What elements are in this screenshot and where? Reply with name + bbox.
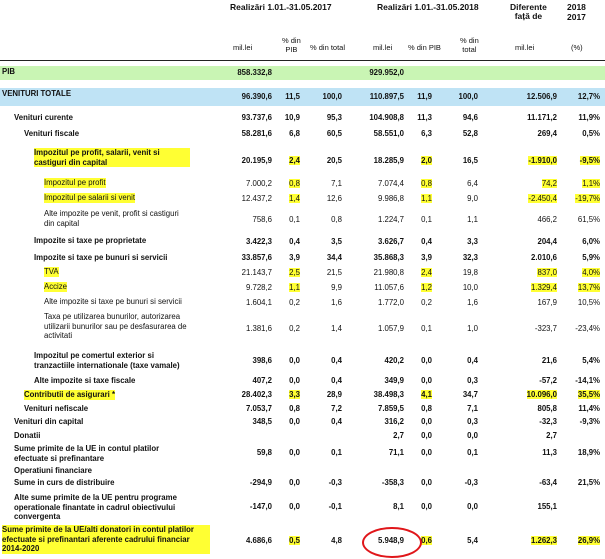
table-row <box>0 375 605 388</box>
table-row <box>0 66 605 80</box>
row-value: 0,1 <box>467 448 478 457</box>
row-value: 805,8 <box>537 404 557 413</box>
row-value: 2,4 <box>289 156 300 165</box>
row-value: 0,6 <box>421 536 432 545</box>
row-value: 71,1 <box>388 448 404 457</box>
period2-heading: Realizări 1.01.-31.05.2018 <box>377 2 479 12</box>
row-value: 1.604,1 <box>245 298 272 307</box>
row-value: -0,1 <box>328 502 342 511</box>
col-p1-pib: % din PIB <box>282 36 301 54</box>
row-value: 466,2 <box>537 215 557 224</box>
row-value: 0,4 <box>289 237 300 246</box>
row-value: 104.908,8 <box>369 113 404 122</box>
row-value: 1,4 <box>289 194 300 203</box>
row-value: 12,7% <box>577 92 600 101</box>
row-value: 10.096,0 <box>526 390 557 399</box>
row-value: 21.143,7 <box>241 268 272 277</box>
row-value: 0,3 <box>467 417 478 426</box>
row-value: 1,6 <box>467 298 478 307</box>
row-value: 349,9 <box>384 376 404 385</box>
row-value: 0,1 <box>421 324 432 333</box>
row-value: 420,2 <box>384 356 404 365</box>
row-value: 0,0 <box>289 356 300 365</box>
row-value: -14,1% <box>575 376 600 385</box>
row-value: 9,0 <box>467 194 478 203</box>
row-label: Impozite si taxe pe proprietate <box>34 236 147 245</box>
table-row <box>0 350 605 372</box>
table-row <box>0 465 605 475</box>
row-value: 3,9 <box>421 253 432 262</box>
row-value: 35.868,3 <box>373 253 404 262</box>
row-value: 74,2 <box>541 179 557 188</box>
row-label: Donatii <box>14 431 41 440</box>
row-label: Impozitul pe salarii si venit <box>44 193 136 202</box>
row-value: 12.437,2 <box>241 194 272 203</box>
table-row <box>0 403 605 416</box>
row-label: Venituri curente <box>14 113 73 122</box>
row-value: 167,9 <box>537 298 557 307</box>
row-label: Sume primite de la UE in contul platilor efectuate si prefinantare <box>14 444 160 463</box>
row-value: 60,5 <box>326 129 342 138</box>
row-value: 0,0 <box>289 376 300 385</box>
row-label: Impozite si taxe pe bunuri si servicii <box>34 253 168 262</box>
row-label: Impozitul pe comertul exterior si tranzactiile internationale (taxe vamale) <box>34 351 180 370</box>
row-label: Accize <box>44 282 67 291</box>
row-value: 0,4 <box>421 237 432 246</box>
row-value: 11,3 <box>417 113 432 122</box>
row-value: 1.381,6 <box>245 324 272 333</box>
row-value: 0,2 <box>421 298 432 307</box>
row-value: 7.859,5 <box>377 404 404 413</box>
row-value: 6,8 <box>289 129 300 138</box>
row-value: 94,6 <box>462 113 478 122</box>
row-value: 61,5% <box>577 215 600 224</box>
table-row <box>0 252 605 264</box>
row-value: 0,4 <box>467 356 478 365</box>
row-value: 2,0 <box>421 156 432 165</box>
row-value: 8,1 <box>393 502 404 511</box>
row-value: 858.332,8 <box>237 68 272 77</box>
row-value: 6,4 <box>467 179 478 188</box>
row-value: 34,7 <box>462 390 478 399</box>
row-value: 1.772,0 <box>377 298 404 307</box>
row-value: 26,9% <box>577 536 600 545</box>
row-label: Alte impozite si taxe fiscale <box>34 376 136 385</box>
table-row <box>0 235 605 249</box>
diff-heading: Diferente față de <box>510 2 547 21</box>
row-value: 1,6 <box>331 298 342 307</box>
row-value: 1.224,7 <box>377 215 404 224</box>
row-value: 9,9 <box>331 283 342 292</box>
row-value: 16,5 <box>462 156 478 165</box>
highlight-circle <box>362 527 422 558</box>
row-value: 100,0 <box>458 92 478 101</box>
row-label: Operatiuni financiare <box>14 466 92 475</box>
row-value: 1.329,4 <box>530 283 557 292</box>
row-value: -19,7% <box>575 194 600 203</box>
row-value: -0,3 <box>328 478 342 487</box>
row-value: 1,1 <box>289 283 300 292</box>
row-value: 0,8 <box>421 179 432 188</box>
row-value: 0,0 <box>421 478 432 487</box>
row-value: 3.626,7 <box>377 237 404 246</box>
row-value: 0,0 <box>467 431 478 440</box>
row-value: 35,5% <box>577 390 600 399</box>
row-value: 1,1 <box>421 194 432 203</box>
table-row <box>0 389 605 402</box>
table-row <box>0 88 605 106</box>
table-row <box>0 177 605 191</box>
row-value: 0,0 <box>421 376 432 385</box>
row-label: Impozitul pe profit, salarii, venit si castiguri din capital <box>34 148 190 167</box>
row-value: 3,5 <box>331 237 342 246</box>
row-value: 4,1 <box>421 390 432 399</box>
row-value: 3,9 <box>289 253 300 262</box>
row-value: 758,6 <box>252 215 272 224</box>
row-value: 0,0 <box>421 417 432 426</box>
row-value: 59,8 <box>256 448 272 457</box>
row-value: 3,3 <box>467 237 478 246</box>
row-label: Alte impozite si taxe pe bunuri si servicii <box>44 297 182 306</box>
row-value: -9,3% <box>579 417 600 426</box>
row-value: 7,1 <box>467 404 478 413</box>
row-value: 20,5 <box>326 156 342 165</box>
row-label: Venituri nefiscale <box>24 404 89 413</box>
row-value: 6,3 <box>421 129 432 138</box>
row-value: 21,5 <box>326 268 342 277</box>
col-p2-pib: % din PIB <box>408 43 441 52</box>
row-value: -358,3 <box>381 478 404 487</box>
row-value: -63,4 <box>539 478 557 487</box>
row-value: 0,1 <box>421 215 432 224</box>
row-value: 929.952,0 <box>369 68 404 77</box>
table-row <box>0 416 605 429</box>
row-value: 4,0% <box>582 268 600 277</box>
row-value: 12.506,9 <box>526 92 557 101</box>
table-row <box>0 281 605 295</box>
row-value: 0,8 <box>289 179 300 188</box>
row-value: 407,2 <box>252 376 272 385</box>
row-value: -32,3 <box>539 417 557 426</box>
row-value: 0,4 <box>331 376 342 385</box>
row-value: 837,0 <box>537 268 557 277</box>
row-value: -2.450,4 <box>528 194 557 203</box>
table-row <box>0 296 605 310</box>
header-divider <box>0 60 605 61</box>
table-row <box>0 208 605 232</box>
row-value: 0,1 <box>289 215 300 224</box>
row-value: 1.057,9 <box>377 324 404 333</box>
row-value: 0,0 <box>421 502 432 511</box>
row-value: 0,8 <box>331 215 342 224</box>
row-value: 38.498,3 <box>373 390 404 399</box>
table-row <box>0 147 605 175</box>
row-value: -323,7 <box>534 324 557 333</box>
row-value: 0,4 <box>331 417 342 426</box>
row-value: 20.195,9 <box>241 156 272 165</box>
row-value: 0,5 <box>289 536 300 545</box>
row-value: 10,9 <box>284 113 300 122</box>
row-value: -23,4% <box>575 324 600 333</box>
row-value: 28.402,3 <box>241 390 272 399</box>
year-2017-heading: 2017 <box>567 12 586 22</box>
row-value: 58.551,0 <box>373 129 404 138</box>
row-value: 58.281,6 <box>241 129 272 138</box>
row-value: 0,0 <box>289 478 300 487</box>
row-value: -1.910,0 <box>528 156 557 165</box>
row-value: 7.000,2 <box>245 179 272 188</box>
table-row <box>0 430 605 442</box>
row-value: 19,8 <box>462 268 478 277</box>
row-value: 11.057,6 <box>374 283 404 292</box>
row-value: 18,9% <box>577 448 600 457</box>
row-value: 1.262,3 <box>530 536 557 545</box>
row-value: 95,3 <box>326 113 342 122</box>
row-value: 1,4 <box>331 324 342 333</box>
row-label: Sume primite de la UE/alti donatori in contul platilor efectuate si prefinantari aferente cadrului financiar 2014-2020 <box>2 525 210 554</box>
row-value: 398,6 <box>252 356 272 365</box>
row-value: 7.074,4 <box>377 179 404 188</box>
row-value: 2,4 <box>421 268 432 277</box>
row-value: 1,0 <box>467 324 478 333</box>
row-value: 0,0 <box>467 502 478 511</box>
row-value: 0,4 <box>331 356 342 365</box>
row-value: 348,5 <box>252 417 272 426</box>
table-row <box>0 192 605 206</box>
row-value: 155,1 <box>537 502 557 511</box>
row-value: 9.728,2 <box>245 283 272 292</box>
row-value: 11,5 <box>285 92 300 101</box>
row-value: 110.897,5 <box>369 92 404 101</box>
row-label: Sume in curs de distribuire <box>14 478 115 487</box>
row-label: Venituri din capital <box>14 417 84 426</box>
row-value: 11,3 <box>542 448 557 457</box>
row-value: 96.390,6 <box>241 92 272 101</box>
col-diff-pct: (%) <box>571 43 583 52</box>
row-value: 11,9 <box>417 92 432 101</box>
row-label: Impozitul pe profit <box>44 178 106 187</box>
row-value: 0,2 <box>289 324 300 333</box>
row-value: 6,0% <box>582 237 600 246</box>
row-value: 21,6 <box>541 356 557 365</box>
table-header <box>0 0 605 62</box>
row-value: 28,9 <box>326 390 342 399</box>
row-value: 5,9% <box>582 253 600 262</box>
row-value: 1,2 <box>421 283 432 292</box>
row-value: 0,0 <box>421 448 432 457</box>
row-value: 93.737,6 <box>241 113 272 122</box>
row-label: Taxa pe utilizarea bunurilor, autorizarea utilizarii bunurilor sau pe desfasurarea de activitati <box>44 312 187 341</box>
col-diff-mil: mil.lei <box>515 43 535 52</box>
row-value: 269,4 <box>537 129 557 138</box>
row-value: 33.857,6 <box>241 253 272 262</box>
row-value: -9,5% <box>579 156 600 165</box>
row-value: 10,0 <box>462 283 478 292</box>
row-value: 0,5% <box>582 129 600 138</box>
row-value: 4,8 <box>331 536 342 545</box>
col-p1-mil: mil.lei <box>233 43 253 52</box>
row-value: 52,8 <box>462 129 478 138</box>
row-value: 32,3 <box>462 253 478 262</box>
row-value: 10,5% <box>577 298 600 307</box>
row-value: 3.422,3 <box>245 237 272 246</box>
row-value: 0,0 <box>421 356 432 365</box>
table-row <box>0 266 605 280</box>
row-value: 5,4% <box>582 356 600 365</box>
row-value: 21,5% <box>577 478 600 487</box>
row-label: Alte sume primite de la UE pentru programe operationale finantate in cadrul obiectivului convergenta <box>14 493 177 522</box>
row-label: Alte impozite pe venit, profit si castiguri din capital <box>44 209 179 228</box>
row-value: 1,1% <box>582 179 600 188</box>
row-value: 0,2 <box>289 298 300 307</box>
table-row <box>0 477 605 490</box>
row-value: 18.285,9 <box>373 156 404 165</box>
row-value: 0,1 <box>331 448 342 457</box>
col-p2-mil: mil.lei <box>373 43 393 52</box>
row-value: 13,7% <box>577 283 600 292</box>
row-value: 2,7 <box>393 431 404 440</box>
row-value: 0,8 <box>289 404 300 413</box>
row-value: 11,4% <box>578 404 600 413</box>
row-value: 34,4 <box>326 253 342 262</box>
row-value: 3,3 <box>289 390 300 399</box>
table-row <box>0 112 605 125</box>
table-row <box>0 492 605 522</box>
row-value: 21.980,8 <box>373 268 404 277</box>
row-value: 100,0 <box>322 92 342 101</box>
row-value: 1,1 <box>467 215 478 224</box>
col-p2-total: % din total <box>460 36 479 54</box>
row-value: 0,0 <box>421 431 432 440</box>
row-value: 11,9% <box>578 113 600 122</box>
row-value: -147,0 <box>249 502 272 511</box>
row-value: 316,2 <box>384 417 404 426</box>
row-value: 11.171,2 <box>527 113 557 122</box>
row-value: 4.686,6 <box>245 536 272 545</box>
row-value: -0,3 <box>464 478 478 487</box>
row-label: VENITURI TOTALE <box>2 89 72 98</box>
table-row <box>0 524 605 558</box>
row-value: 0,0 <box>289 448 300 457</box>
row-value: -294,9 <box>249 478 272 487</box>
period1-heading: Realizări 1.01.-31.05.2017 <box>230 2 332 12</box>
table-row <box>0 128 605 141</box>
table-row <box>0 443 605 463</box>
row-label: Venituri fiscale <box>24 129 80 138</box>
row-label: TVA <box>44 267 59 276</box>
row-value: 0,8 <box>421 404 432 413</box>
row-value: -57,2 <box>539 376 557 385</box>
row-value: 5.948,9 <box>377 536 404 545</box>
row-value: 9.986,8 <box>377 194 404 203</box>
row-value: 0,0 <box>289 417 300 426</box>
row-value: 2,5 <box>289 268 300 277</box>
row-value: 7,1 <box>331 179 342 188</box>
year-2018-heading: 2018 <box>567 2 586 12</box>
row-value: 204,4 <box>537 237 557 246</box>
row-value: 7,2 <box>331 404 342 413</box>
row-value: 2.010,6 <box>530 253 557 262</box>
row-value: 12,6 <box>326 194 342 203</box>
row-value: 2,7 <box>546 431 557 440</box>
row-value: 5,4 <box>467 536 478 545</box>
row-value: 0,0 <box>289 502 300 511</box>
table-row <box>0 311 605 347</box>
row-value: 0,3 <box>467 376 478 385</box>
col-p1-total: % din total <box>310 43 346 52</box>
row-value: 7.053,7 <box>245 404 272 413</box>
row-label: Contributii de asigurari * <box>24 390 115 399</box>
row-label: PIB <box>2 67 15 76</box>
